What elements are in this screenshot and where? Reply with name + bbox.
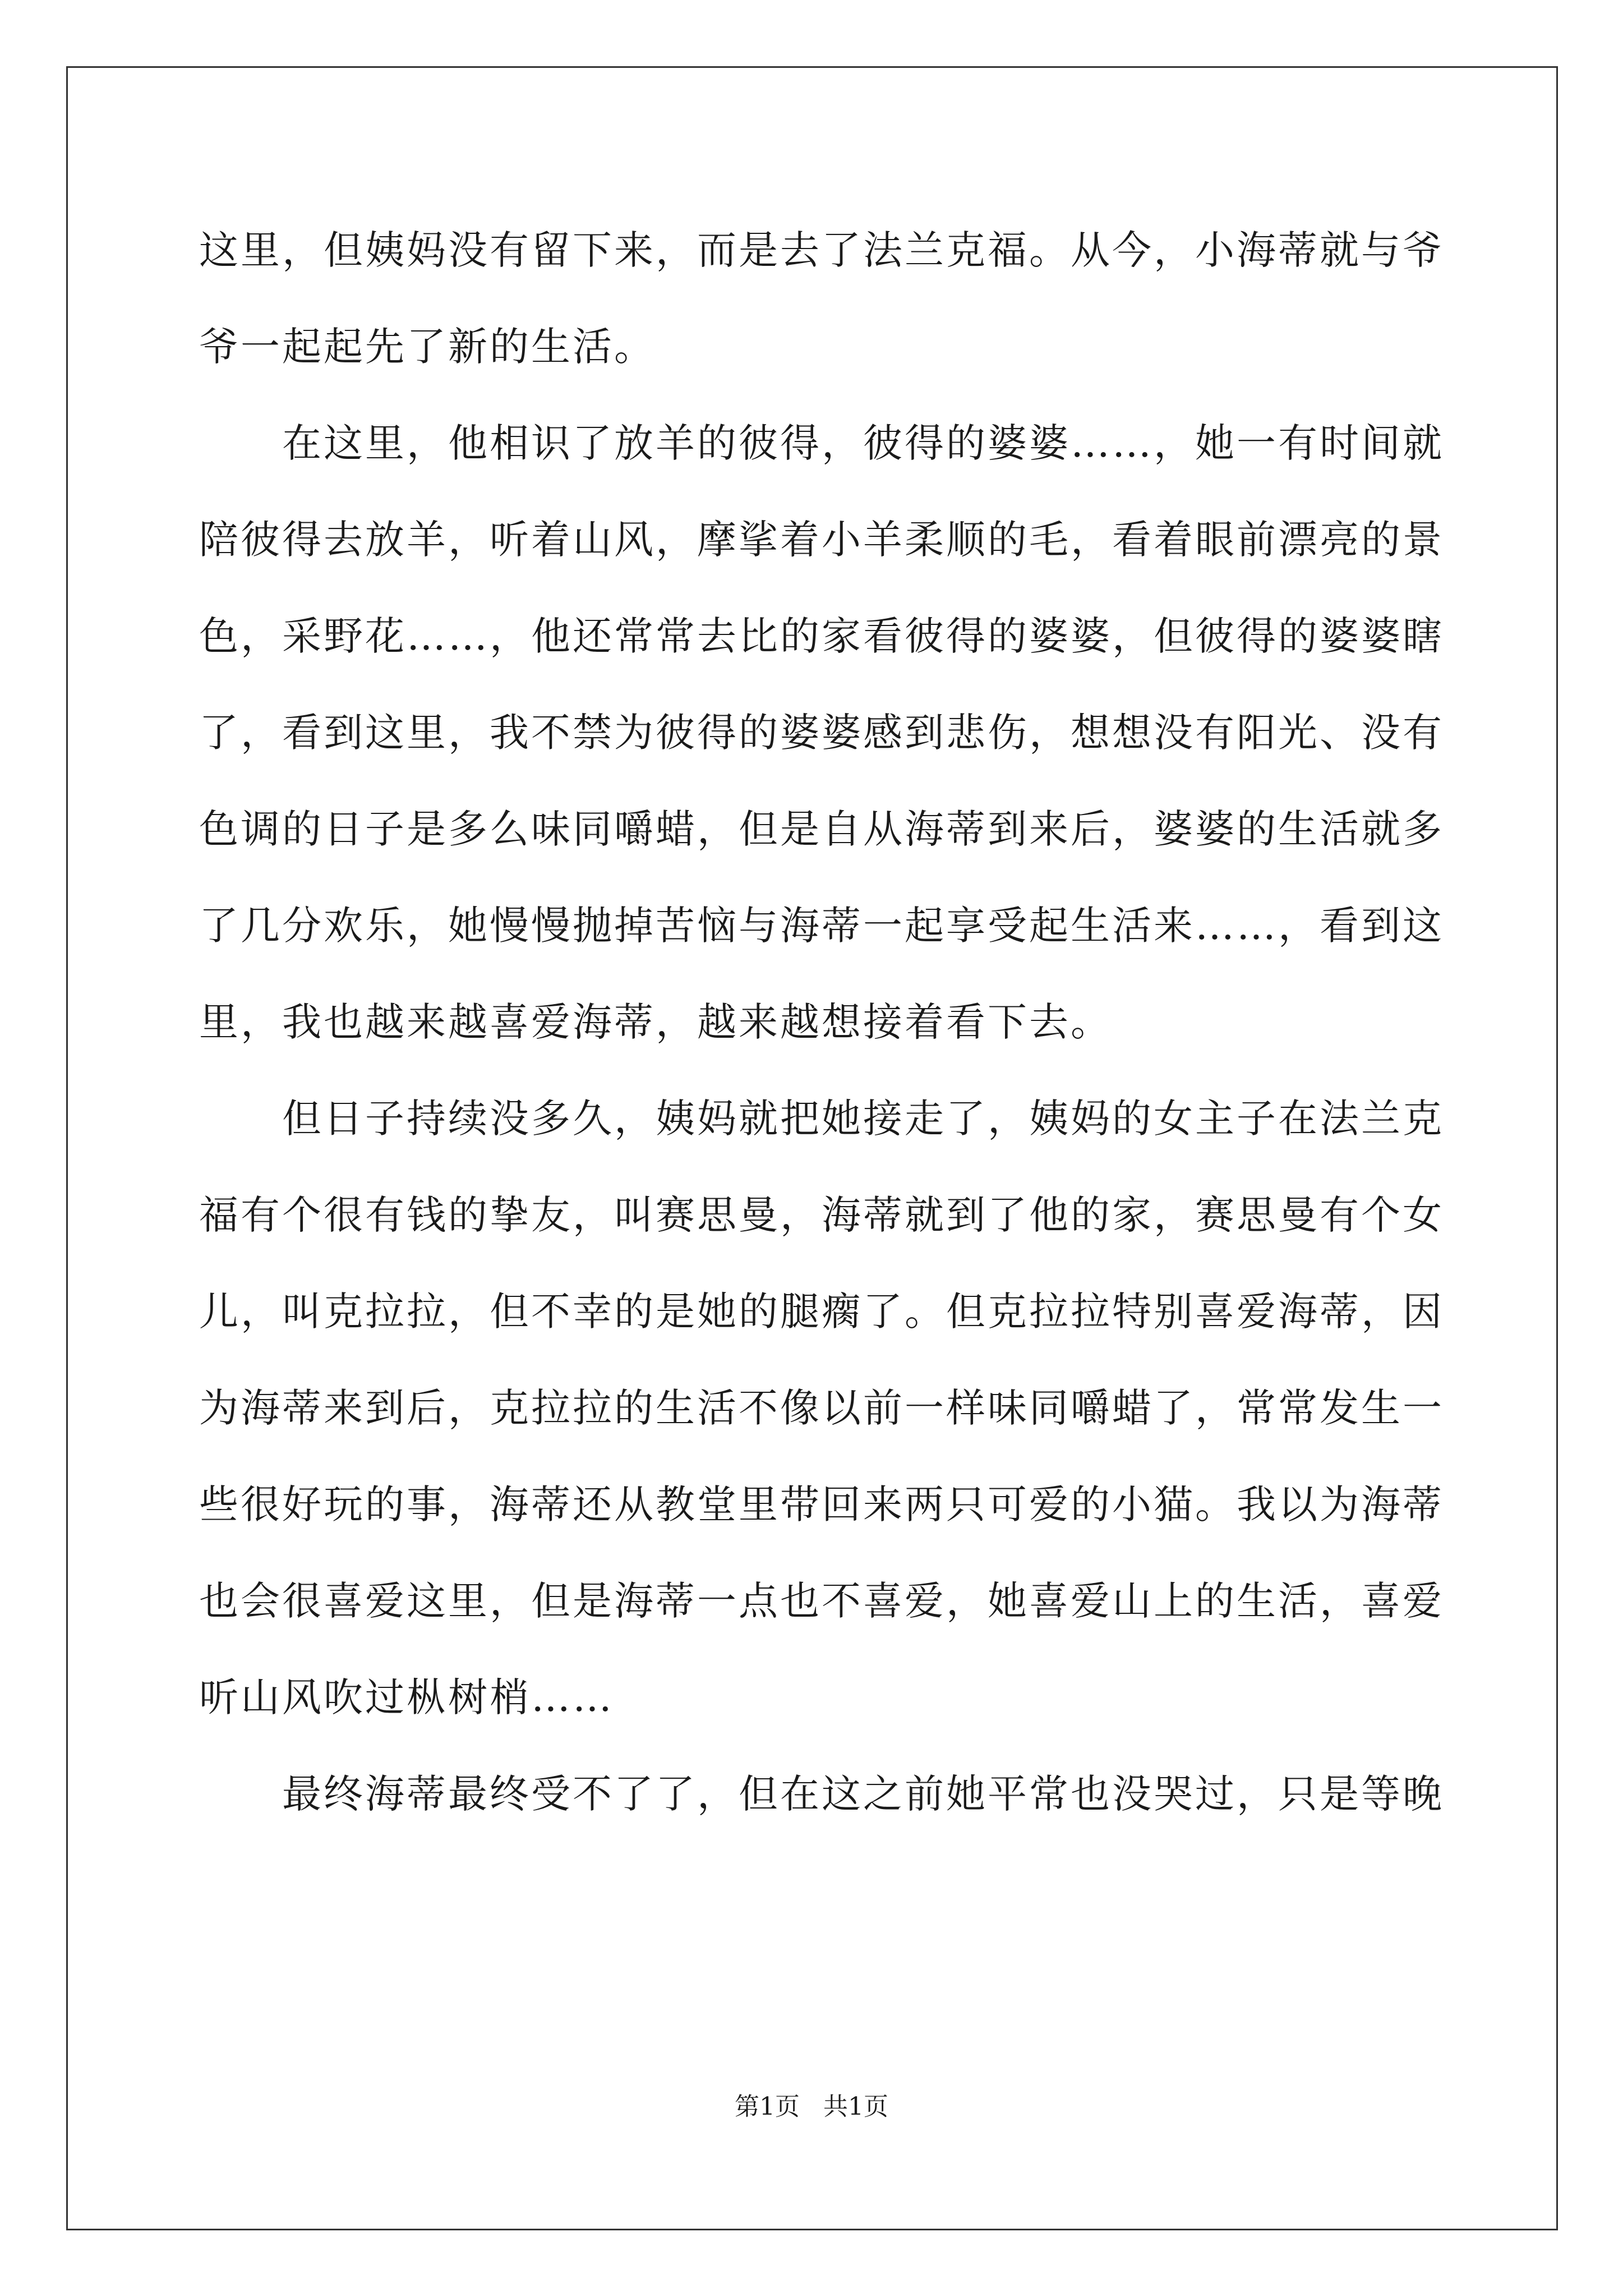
text-line: 福有个很有钱的挚友，叫赛思曼，海蒂就到了他的家，赛思曼有个女 — [199, 1192, 1444, 1238]
text-line: 些很好玩的事，海蒂还从教堂里带回来两只可爱的小猫。我以为海蒂 — [199, 1481, 1444, 1527]
page-footer: 第1页 共1页 — [735, 2092, 888, 2121]
text-line: 在这里，他相识了放羊的彼得，彼得的婆婆……，她一有时间就 — [282, 420, 1444, 466]
text-line: 儿，叫克拉拉，但不幸的是她的腿瘸了。但克拉拉特别喜爱海蒂，因 — [199, 1289, 1444, 1335]
text-line: 但日子持续没多久，姨妈就把她接走了，姨妈的女主子在法兰克 — [282, 1096, 1444, 1142]
text-line: 爷一起起先了新的生活。 — [199, 324, 656, 370]
text-line: 了，看到这里，我不禁为彼得的婆婆感到悲伤，想想没有阳光、没有 — [199, 710, 1444, 756]
text-line: 色调的日子是多么味同嚼蜡，但是自从海蒂到来后，婆婆的生活就多 — [199, 806, 1444, 852]
text-line: 陪彼得去放羊，听着山风，摩挲着小羊柔顺的毛，看着眼前漂亮的景 — [199, 517, 1444, 563]
text-line: 这里，但姨妈没有留下来，而是去了法兰克福。从今，小海蒂就与爷 — [199, 227, 1444, 273]
text-line: 了几分欢乐，她慢慢抛掉苦恼与海蒂一起享受起生活来……，看到这 — [199, 903, 1444, 949]
text-line: 里，我也越来越喜爱海蒂，越来越想接着看下去。 — [199, 999, 1112, 1045]
text-line: 色，采野花……，他还常常去比的家看彼得的婆婆，但彼得的婆婆瞎 — [199, 613, 1444, 659]
text-line: 听山风吹过枞树梢…… — [199, 1674, 614, 1720]
text-line: 最终海蒂最终受不了了，但在这之前她平常也没哭过，只是等晚 — [282, 1771, 1444, 1817]
document-body — [199, 202, 1444, 1842]
text-line: 为海蒂来到后，克拉拉的生活不像以前一样味同嚼蜡了，常常发生一 — [199, 1385, 1444, 1431]
text-line: 也会很喜爱这里，但是海蒂一点也不喜爱，她喜爱山上的生活，喜爱 — [199, 1578, 1444, 1624]
